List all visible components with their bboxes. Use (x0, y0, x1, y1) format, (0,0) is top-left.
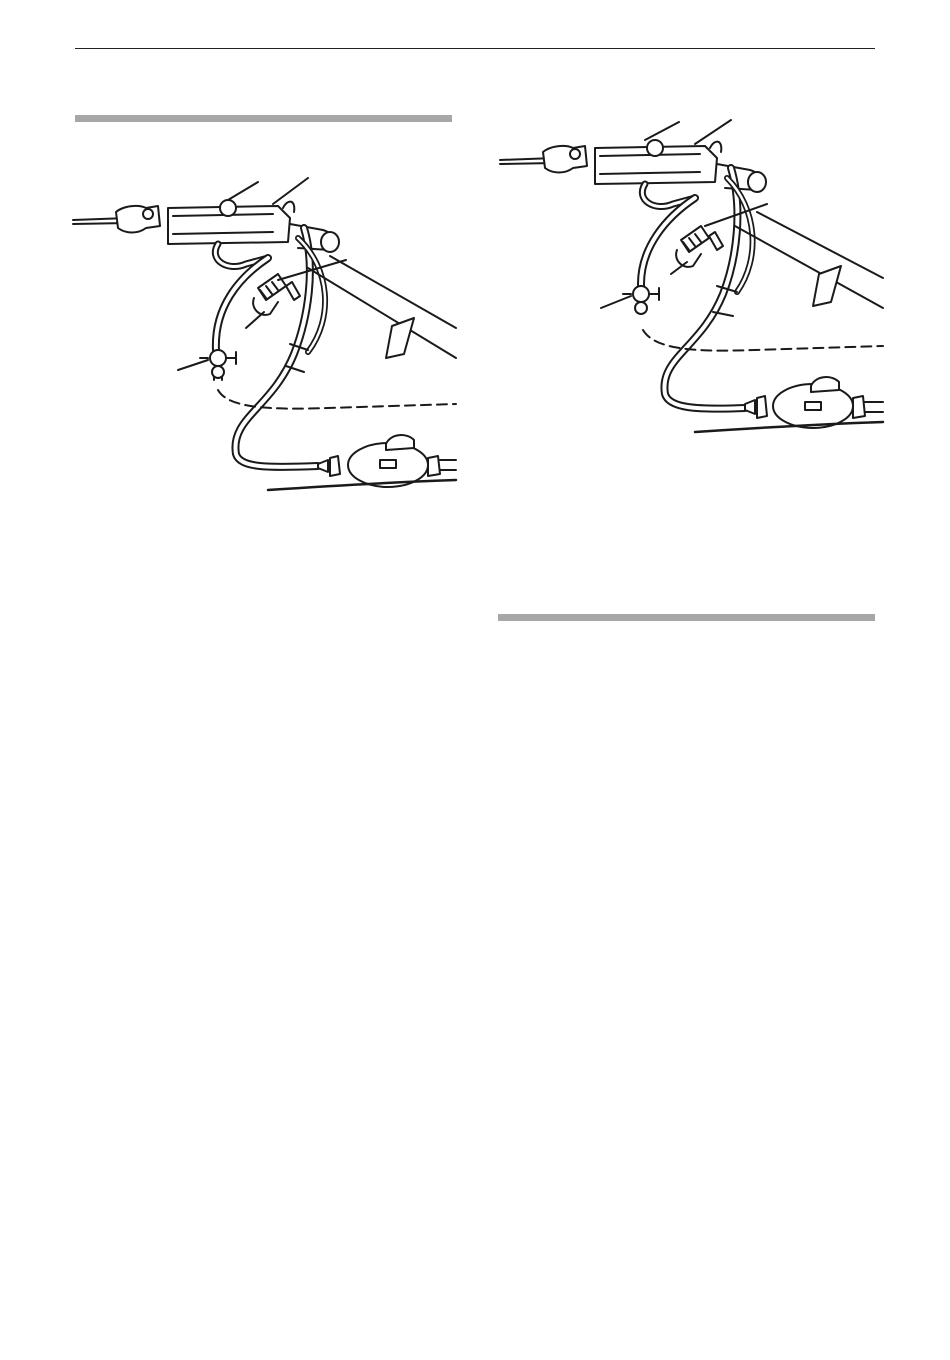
fuel-system-illustration-left (68, 168, 456, 498)
fuel-system-drawing-right (495, 108, 883, 438)
fuel-system-illustration-right (495, 108, 883, 438)
fuel-system-drawing-left (68, 168, 456, 498)
page-top-rule (75, 48, 875, 49)
section-divider-bar-left (75, 115, 452, 122)
section-divider-bar-right (498, 614, 875, 621)
